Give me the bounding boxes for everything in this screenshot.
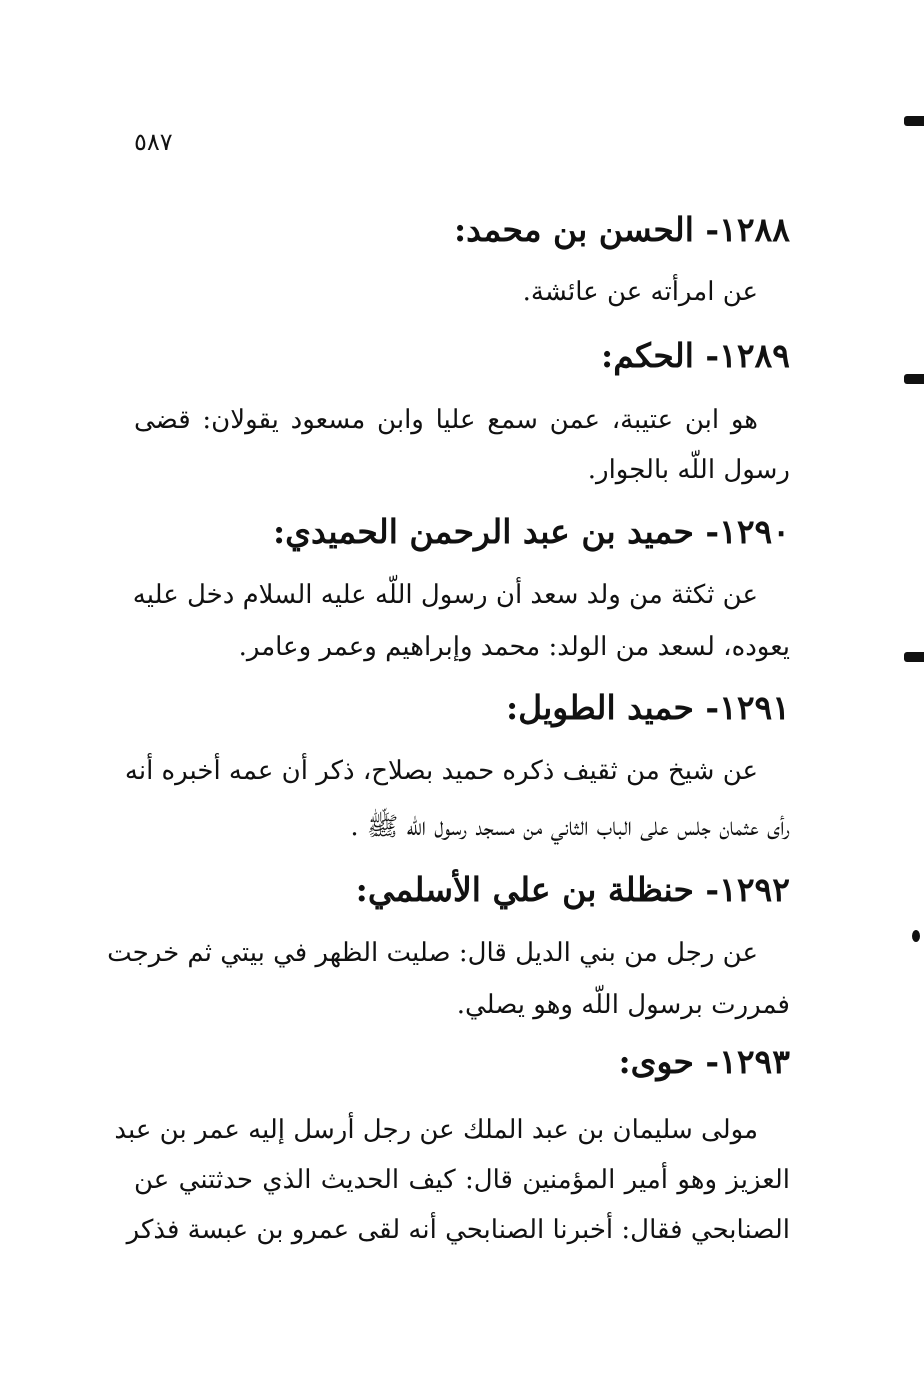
entry-line: فمررت برسول اللّه وهو يصلي. [456,990,790,1020]
entry-line: العزيز وهو أمير المؤمنين قال: كيف الحديث الذي حدثتني عن [134,1165,790,1195]
entry-heading: ١٢٨٨- الحسن بن محمد: [453,210,790,249]
scan-edge-mark [912,930,920,942]
entry-line: يعوده، لسعد من الولد: محمد وإبراهيم وعمر وعامر. [238,632,790,662]
entry-heading: ١٢٩١- حميد الطويل: [505,688,790,727]
entry-line: الصنابحي فقال: أخبرنا الصنابحي أنه لقى عمرو بن عبسة فذكر [126,1215,790,1245]
entry-line: مولى سليمان بن عبد الملك عن رجل أرسل إليه عمر بن عبد [114,1115,758,1145]
scan-edge-mark [904,374,924,384]
entry-line: هو ابن عتيبة، عمن سمع عليا وابن مسعود يقولان: قضى [134,405,758,435]
entry-line: عن ثكثة من ولد سعد أن رسول اللّه عليه السلام دخل عليه [132,580,758,610]
entry-heading: ١٢٩٢- حنظلة بن علي الأسلمي: [355,870,790,909]
entry-heading: ١٢٨٩- الحكم: [601,336,790,375]
entry-line: عن امرأته عن عائشة. [522,277,758,307]
entry-heading: ١٢٩٠- حميد بن عبد الرحمن الحميدي: [272,512,790,551]
scan-edge-mark [904,116,924,126]
page-number: ٥٨٧ [134,128,173,156]
entry-line: رأى عثمان جلس على الباب الثاني من مسجد رسول اللّه ﷺ . [350,812,790,842]
entry-line: عن رجل من بني الديل قال: صليت الظهر في بيتي ثم خرجت [107,938,758,968]
entry-line: رسول اللّه بالجوار. [587,455,790,485]
scan-edge-mark [904,652,924,662]
entry-heading: ١٢٩٣- حوى: [618,1042,790,1081]
entry-line: عن شيخ من ثقيف ذكره حميد بصلاح، ذكر أن عمه أخبره أنه [124,756,758,786]
